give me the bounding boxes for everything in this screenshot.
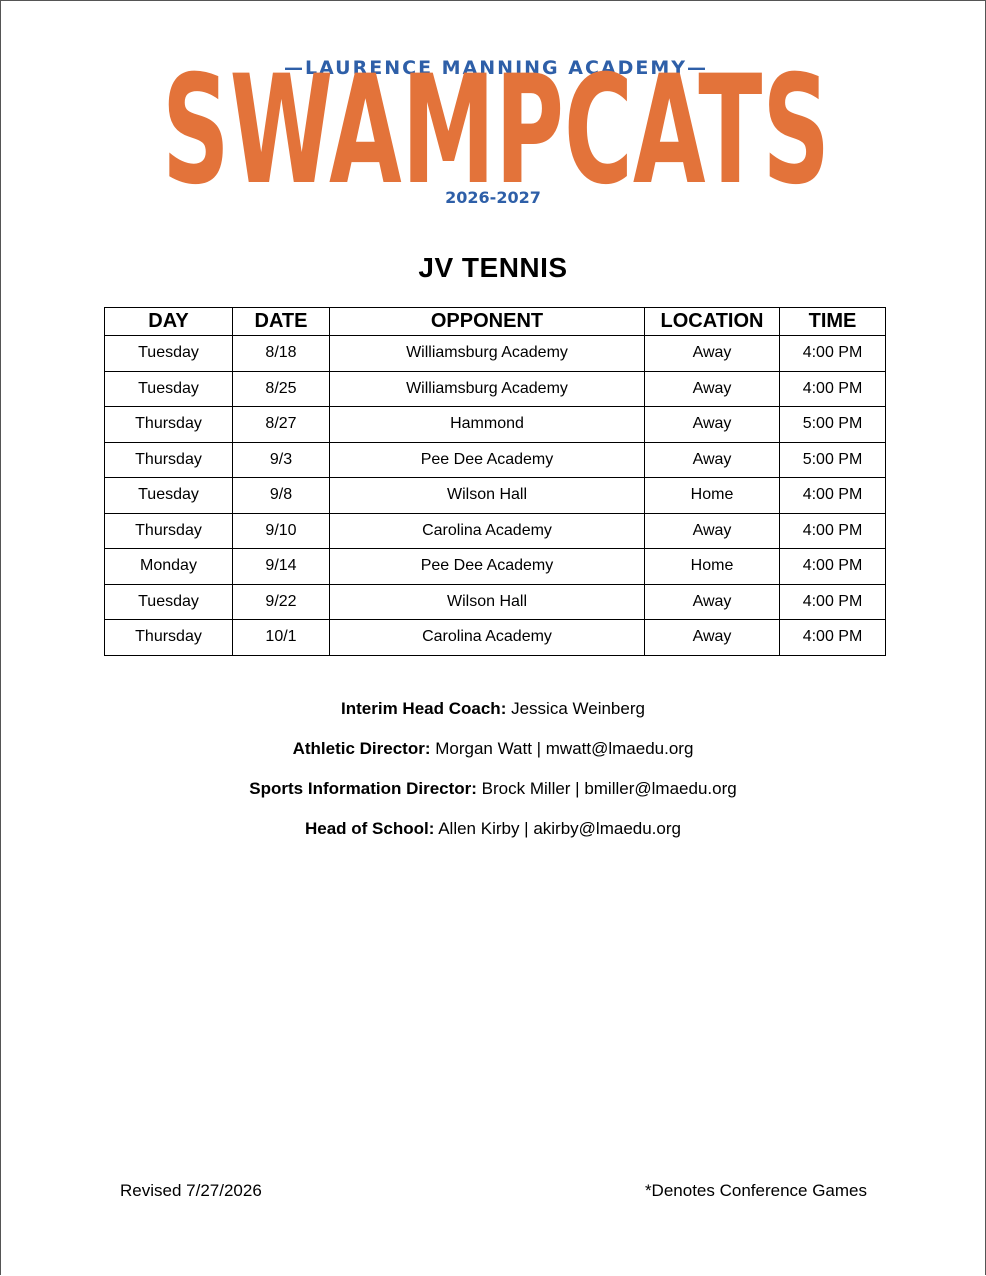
season-years: 2026-2027 <box>445 188 541 207</box>
cell-day: Tuesday <box>105 336 233 372</box>
cell-time: 4:00 PM <box>780 371 886 407</box>
schedule-header-row <box>105 308 886 336</box>
school-name-tagline: —LAURENCE MANNING ACADEMY— <box>283 57 709 79</box>
cell-location: Home <box>645 478 780 514</box>
svg-text:SWAMPCATS: SWAMPCATS <box>162 58 830 190</box>
cell-time: 4:00 PM <box>780 336 886 372</box>
cell-date: 9/14 <box>233 549 330 585</box>
cell-opponent: Pee Dee Academy <box>330 442 645 478</box>
cell-day: Thursday <box>105 442 233 478</box>
cell-day: Monday <box>105 549 233 585</box>
table-row <box>105 371 886 407</box>
cell-time: 5:00 PM <box>780 442 886 478</box>
cell-opponent: Wilson Hall <box>330 478 645 514</box>
staff-contacts <box>0 697 986 857</box>
cell-opponent: Williamsburg Academy <box>330 371 645 407</box>
cell-location: Away <box>645 584 780 620</box>
staff-role: Head of School <box>305 819 429 838</box>
schedule-table <box>104 307 886 656</box>
staff-line-sports-info-director: Sports Information Director: Brock Miller | bmiller@lmaedu.org <box>249 779 737 798</box>
staff-line-head-of-school: Head of School: Allen Kirby | akirby@lmaedu.org <box>305 819 681 838</box>
cell-time: 4:00 PM <box>780 620 886 656</box>
staff-value: Brock Miller | bmiller@lmaedu.org <box>481 779 737 798</box>
cell-opponent: Carolina Academy <box>330 513 645 549</box>
cell-date: 9/8 <box>233 478 330 514</box>
table-row <box>105 407 886 443</box>
cell-location: Away <box>645 442 780 478</box>
table-row <box>105 442 886 478</box>
table-row <box>105 336 886 372</box>
cell-time: 4:00 PM <box>780 584 886 620</box>
staff-value: Jessica Weinberg <box>511 699 645 718</box>
column-header-day: DAY <box>105 308 233 336</box>
page-title: JV TENNIS <box>418 252 568 283</box>
cell-time: 4:00 PM <box>780 513 886 549</box>
staff-role: Sports Information Director <box>249 779 472 798</box>
column-header-time: TIME <box>780 308 886 336</box>
cell-location: Away <box>645 336 780 372</box>
cell-day: Tuesday <box>105 371 233 407</box>
swampcats-wordmark-logo <box>160 58 832 190</box>
cell-opponent: Williamsburg Academy <box>330 336 645 372</box>
table-row <box>105 549 886 585</box>
cell-date: 9/10 <box>233 513 330 549</box>
column-header-location: LOCATION <box>645 308 780 336</box>
cell-day: Thursday <box>105 407 233 443</box>
staff-value: Allen Kirby | akirby@lmaedu.org <box>438 819 681 838</box>
cell-time: 4:00 PM <box>780 549 886 585</box>
cell-date: 9/22 <box>233 584 330 620</box>
cell-day: Thursday <box>105 620 233 656</box>
cell-date: 9/3 <box>233 442 330 478</box>
cell-location: Home <box>645 549 780 585</box>
cell-date: 10/1 <box>233 620 330 656</box>
table-row <box>105 620 886 656</box>
staff-line-head-coach: Interim Head Coach: Jessica Weinberg <box>341 699 645 718</box>
cell-opponent: Wilson Hall <box>330 584 645 620</box>
cell-day: Tuesday <box>105 478 233 514</box>
cell-location: Away <box>645 407 780 443</box>
table-row <box>105 478 886 514</box>
cell-location: Away <box>645 513 780 549</box>
table-row <box>105 584 886 620</box>
staff-role: Athletic Director <box>292 739 425 758</box>
cell-date: 8/25 <box>233 371 330 407</box>
cell-opponent: Carolina Academy <box>330 620 645 656</box>
cell-date: 8/27 <box>233 407 330 443</box>
cell-location: Away <box>645 371 780 407</box>
column-header-date: DATE <box>233 308 330 336</box>
revised-date: Revised 7/27/2026 <box>120 1181 262 1200</box>
cell-day: Thursday <box>105 513 233 549</box>
staff-line-athletic-director: Athletic Director: Morgan Watt | mwatt@lmaedu.org <box>292 739 694 758</box>
cell-opponent: Pee Dee Academy <box>330 549 645 585</box>
column-header-opponent: OPPONENT <box>330 308 645 336</box>
cell-time: 5:00 PM <box>780 407 886 443</box>
cell-day: Tuesday <box>105 584 233 620</box>
cell-time: 4:00 PM <box>780 478 886 514</box>
staff-value: Morgan Watt | mwatt@lmaedu.org <box>435 739 694 758</box>
cell-opponent: Hammond <box>330 407 645 443</box>
conference-games-note: *Denotes Conference Games <box>644 1181 867 1200</box>
staff-role: Interim Head Coach <box>341 699 501 718</box>
cell-location: Away <box>645 620 780 656</box>
table-row <box>105 513 886 549</box>
cell-date: 8/18 <box>233 336 330 372</box>
